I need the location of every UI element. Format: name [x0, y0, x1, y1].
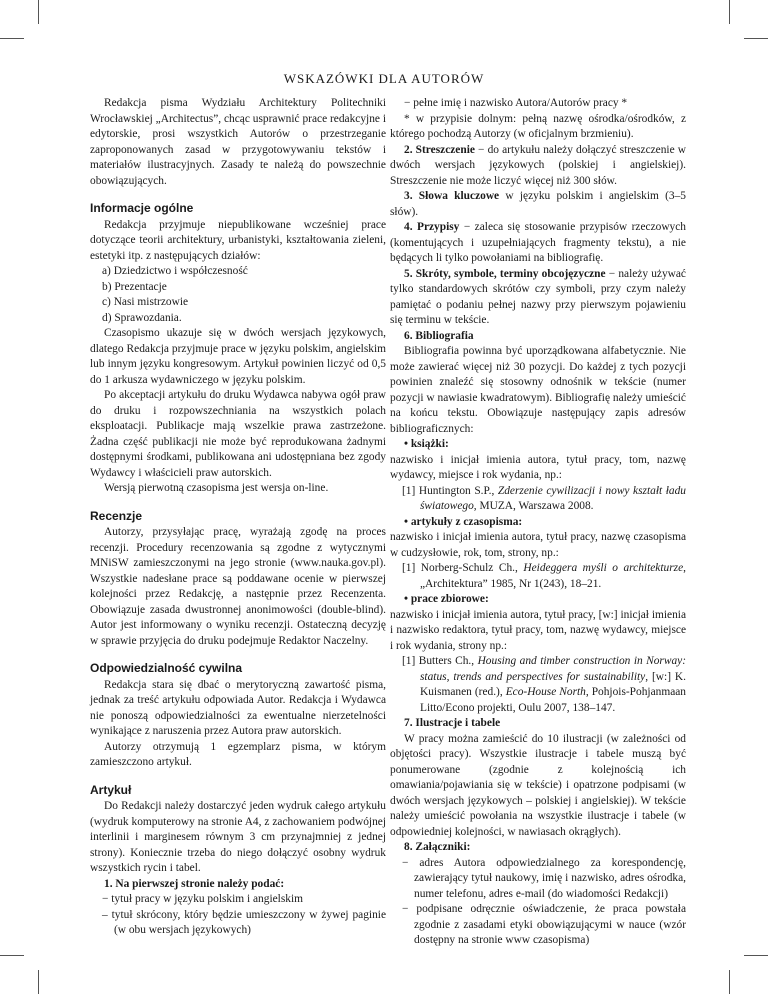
- bibliography-heading: 6. Bibliografia: [404, 329, 474, 342]
- general-paragraph: Po akceptacji artykułu do druku Wydawca nabywa ogół praw do druku i rozpowszechniania na wszystkich polach eksploatacji. Publikacje mają wszelkie prawa zastrzeżone. Żadna część publikacji nie może być reprodukowana żadnymi dostępnymi środkami, publikowana ani udostępniana bez zgody Wydawcy i właścicieli praw autorskich.: [90, 389, 386, 479]
- articles-description: nazwisko i inicjał imienia autora, tytuł pracy, nazwę czasopisma w cudzysłowie, rok, tom, strony, np.:: [390, 531, 686, 559]
- keywords-paragraph: 3. Słowa kluczowe w języku polskim i angielskim (3–5 słów).: [390, 190, 686, 218]
- right-column: [390, 96, 686, 949]
- articles-example: [1] Norberg-Schulz Ch., Heideggera myśli o architekturze, „Architektura” 1985, Nr 1(243), 18–21.: [402, 562, 687, 590]
- section-list-item: d) Sprawozdania.: [102, 311, 182, 324]
- collective-description: nazwisko i inicjał imienia autora, tytuł pracy, [w:] inicjał imienia i nazwisko redaktora, tytuł pracy, tom, nazwę wydawcy, miejsce i rok wydania, strony np.:: [390, 608, 686, 652]
- books-heading: • książki:: [404, 438, 449, 450]
- reviews-paragraph: Autorzy, przysyłając pracę, wyrażają zgodę na proces recenzji. Procedury recenzowania są zgodne z wytycznymi MNiSW zamieszczonymi na jego stronie (www.nauka.gov.pl). Wszystkie nadesłane prace są poddawane ocenie w pierwszej kolejności przez Redakcję, a następnie przez Recenzenta. Obowiązuje zasada dwustronnej anonimowości (double-blind). Autor jest informowany o wyniku recenzji. Ostateczną decyzję w sprawie przyjęcia do druku podejmuje Redaktor Naczelny.: [90, 526, 386, 647]
- crop-mark: [744, 38, 768, 39]
- section-heading-general: Informacje ogólne: [90, 201, 194, 215]
- collective-example: [1] Butters Ch., Housing and timber construction in Norway: status, trends and perspectives for sustainability, [w:] K. Kuismanen (red.), Eco-House North, Pohjois-Pohjanmaan Litto/Econo projekti, Oulu 2007, 138–147.: [402, 655, 687, 714]
- crop-mark: [744, 955, 768, 956]
- crop-mark: [0, 955, 24, 956]
- left-column: [90, 96, 386, 939]
- page-title: WSKAZÓWKI DLA AUTORÓW: [283, 70, 485, 86]
- footnote-item: * w przypisie dolnym: pełną nazwę ośrodka/ośrodków, z którego pochodzą Autorzy (w oficjalnym brzmieniu).: [390, 112, 686, 140]
- section-heading-civil: Odpowiedzialność cywilna: [90, 661, 243, 675]
- crop-mark: [38, 970, 39, 994]
- section-list-item: b) Prezentacje: [102, 280, 167, 293]
- abstract-paragraph: 2. Streszczenie − do artykułu należy dołączyć streszczenie w dwóch wersjach językowych (polskiej i angielskiej). Streszczenie nie może liczyć więcej niż 300 słów.: [390, 143, 686, 187]
- crop-mark: [729, 0, 730, 24]
- collective-heading: • prace zbiorowe:: [404, 593, 489, 605]
- bibliography-paragraph: Bibliografia powinna być uporządkowana alfabetycznie. Nie może zawierać więcej niż 30 pozycji. Do każdej z tych pozycji powinien znaleźć się stosowny odnośnik w tekście (numer pozycji w nawiasie kwadratowym). Bibliografię należy umieścić na końcu tekstu. Obowiązuje następujący zapis adresów bibliograficznych:: [390, 345, 686, 435]
- first-page-item: − tytuł pracy w języku polskim i angielskim: [102, 893, 303, 905]
- intro-paragraph: Redakcja pisma Wydziału Architektury Politechniki Wrocławskiej „Architectus”, chcąc usprawnić prace redakcyjne i edytorskie, prosi wszystkich Autorów o przestrzeganie zaproponowanych zasad w przygotowywaniu tekstów i materiałów ilustracyjnych. Zasady te należą do powszechnie obowiązujących.: [90, 97, 386, 187]
- first-page-item: – tytuł skrócony, który będzie umieszczony w żywej paginie (w obu wersjach językowych): [102, 908, 386, 936]
- civil-paragraph: Redakcja stara się dbać o merytoryczną zawartość pisma, jednak za treść artykułu odpowiada Autor. Redakcja i Wydawca nie ponoszą odpowiedzialności za ewentualne nierzetelności wynikające z naruszenia przez Autora praw autorskich.: [90, 678, 386, 737]
- article-paragraph: Do Redakcji należy dostarczyć jeden wydruk całego artykułu (wydruk komputerowy na stronie A4, z zachowaniem podwójnej interlinii i marginesem równym 3 cm przynajmniej z jednej strony). Koniecznie trzeba do niego dołączyć osobny wydruk wszystkich rycin i tabel.: [90, 800, 386, 874]
- footnotes-paragraph: 4. Przypisy − zaleca się stosowanie przypisów rzeczowych (komentujących i uzupełniających fragmenty tekstu), a nie będących li tylko powołaniami na bibliografię.: [390, 221, 686, 264]
- section-heading-reviews: Recenzje: [90, 508, 143, 523]
- articles-heading: • artykuły z czasopisma:: [404, 515, 523, 528]
- crop-mark: [729, 970, 730, 994]
- author-name-item: − pełne imię i nazwisko Autora/Autorów pracy *: [404, 97, 628, 109]
- illustrations-paragraph: W pracy można zamieścić do 10 ilustracji (w zależności od objętości pracy). Wszystkie ilustracje i tabele muszą być ponumerowane (zgodnie z kolejnością ich omawiania/pojawiania się w tekście) i opatrzone podpisami (w dwóch wersjach językowych – polskiej i angielskiej). W tekście należy umieścić powołania na wszystkie ilustracje i tabele (w odpowiedniej kolejności, w nawiasach okrągłych).: [390, 732, 686, 838]
- general-paragraph: Redakcja przyjmuje niepublikowane wcześniej prace dotyczące teorii architektury, urbanistyki, kształtowania zieleni, estetyki itp. z następujących działów:: [90, 218, 386, 262]
- crop-mark: [0, 38, 24, 39]
- general-paragraph: Wersją pierwotną czasopisma jest wersja on-line.: [104, 482, 329, 494]
- attachments-heading: 8. Załączniki:: [404, 841, 471, 853]
- books-description: nazwisko i inicjał imienia autora, tytuł pracy, tom, nazwę wydawcy, miejsce i rok wydania, np.:: [390, 453, 686, 481]
- first-page-heading: 1. Na pierwszej stronie należy podać:: [104, 877, 285, 890]
- illustrations-heading: 7. Ilustracje i tabele: [404, 717, 501, 729]
- section-list-item: a) Dziedzictwo i współczesność: [102, 265, 248, 277]
- section-heading-article: Artykuł: [90, 782, 132, 797]
- general-paragraph: Czasopismo ukazuje się w dwóch wersjach językowych, dlatego Redakcja przyjmuje prace w języku polskim, angielskim lub innym języku kongresowym. Artykuł powinien liczyć od 0,5 do 1 arkusza wydawniczego w języku polskim.: [90, 327, 386, 386]
- crop-mark: [38, 0, 39, 24]
- section-list-item: c) Nasi mistrzowie: [102, 296, 189, 308]
- attachment-item: − adres Autora odpowiedzialnego za korespondencję, zawierający tytuł naukowy, imię i nazwisko, adres ośrodka, numer telefonu, adres e-mail (do wiadomości Redakcji): [402, 856, 686, 900]
- books-example: [1] Huntington S.P., Zderzenie cywilizacji i nowy kształt ładu światowego, MUZA, Warszawa 2008.: [402, 484, 686, 512]
- attachment-item: − podpisane odręcznie oświadczenie, że praca powstała zgodnie z zasadami etyki obowiązującymi w nauce (wzór dostępny na stronie www czasopisma): [402, 903, 686, 946]
- civil-paragraph: Autorzy otrzymują 1 egzemplarz pisma, w którym zamieszczono artykuł.: [90, 740, 386, 768]
- abbreviations-paragraph: 5. Skróty, symbole, terminy obcojęzyczne − należy używać tylko standardowych skrótów czy symboli, przy czym należy pamiętać o podaniu pełnej nazwy przy pierwszym pojawieniu się terminu w tekście.: [390, 267, 686, 326]
